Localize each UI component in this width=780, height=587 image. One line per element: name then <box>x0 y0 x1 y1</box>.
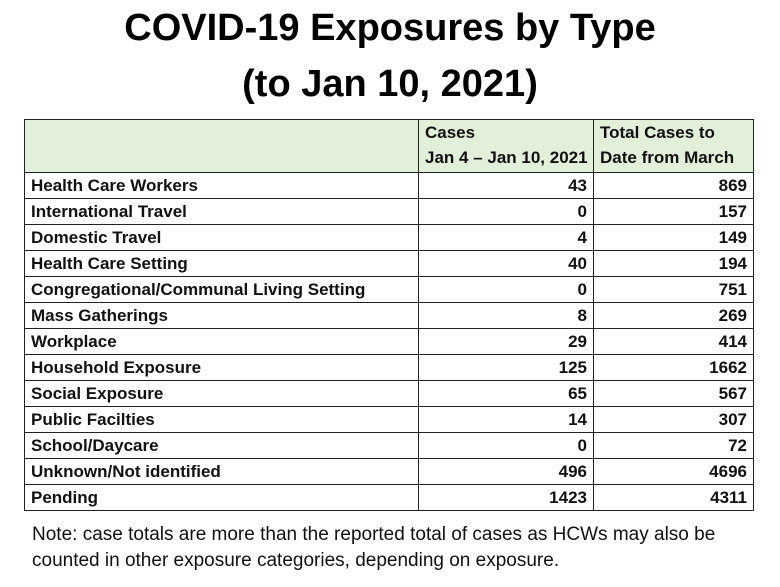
table-row <box>25 381 754 407</box>
total-cases-cell: 4696 <box>594 459 754 485</box>
weekly-cases-cell: 0 <box>419 199 594 225</box>
footnote: Note: case totals are more than the reported total of cases as HCWs may also be counted in other exposure categories, depending on exposure. <box>32 524 716 571</box>
exposure-type-cell: International Travel <box>25 199 419 225</box>
weekly-cases-cell: 65 <box>419 381 594 407</box>
table-row <box>25 303 754 329</box>
exposure-type-cell: School/Daycare <box>25 433 419 459</box>
table-header-row <box>25 120 754 173</box>
weekly-cases-cell: 4 <box>419 225 594 251</box>
total-cases-cell: 751 <box>594 277 754 303</box>
exposure-type-cell: Health Care Workers <box>25 173 419 199</box>
total-cases-cell: 4311 <box>594 485 754 511</box>
total-cases-cell: 157 <box>594 199 754 225</box>
weekly-cases-cell: 1423 <box>419 485 594 511</box>
exposure-type-cell: Domestic Travel <box>25 225 419 251</box>
weekly-cases-cell: 0 <box>419 277 594 303</box>
total-cases-cell: 269 <box>594 303 754 329</box>
page-title: COVID-19 Exposures by Type <box>124 7 656 49</box>
total-cases-cell: 567 <box>594 381 754 407</box>
table-row <box>25 277 754 303</box>
exposure-type-cell: Congregational/Communal Living Setting <box>25 277 419 303</box>
weekly-cases-cell: 125 <box>419 355 594 381</box>
table-row <box>25 407 754 433</box>
header-total-cases <box>594 120 754 173</box>
header-weekly-cases <box>419 120 594 173</box>
total-cases-cell: 414 <box>594 329 754 355</box>
exposure-type-cell: Household Exposure <box>25 355 419 381</box>
header-exposure-type <box>25 120 419 173</box>
page-subtitle: (to Jan 10, 2021) <box>242 63 538 105</box>
weekly-cases-cell: 14 <box>419 407 594 433</box>
table-row <box>25 199 754 225</box>
exposure-type-cell: Workplace <box>25 329 419 355</box>
total-cases-cell: 149 <box>594 225 754 251</box>
table-row <box>25 251 754 277</box>
weekly-cases-cell: 8 <box>419 303 594 329</box>
header-weekly-cases-line2: Jan 4 – Jan 10, 2021 <box>425 148 588 167</box>
weekly-cases-cell: 43 <box>419 173 594 199</box>
exposure-type-cell: Health Care Setting <box>25 251 419 277</box>
exposure-type-cell: Mass Gatherings <box>25 303 419 329</box>
table-row <box>25 485 754 511</box>
weekly-cases-cell: 29 <box>419 329 594 355</box>
exposure-type-cell: Public Facilties <box>25 407 419 433</box>
exposure-type-cell: Social Exposure <box>25 381 419 407</box>
header-weekly-cases-line1: Cases <box>425 123 476 142</box>
table-row <box>25 459 754 485</box>
exposures-table <box>24 119 754 511</box>
exposure-type-cell: Pending <box>25 485 419 511</box>
total-cases-cell: 72 <box>594 433 754 459</box>
table-row <box>25 225 754 251</box>
header-total-cases-line2: Date from March <box>600 148 735 167</box>
exposure-type-cell: Unknown/Not identified <box>25 459 419 485</box>
total-cases-cell: 869 <box>594 173 754 199</box>
weekly-cases-cell: 0 <box>419 433 594 459</box>
total-cases-cell: 194 <box>594 251 754 277</box>
total-cases-cell: 307 <box>594 407 754 433</box>
weekly-cases-cell: 40 <box>419 251 594 277</box>
header-total-cases-line1: Total Cases to <box>600 123 715 142</box>
table-row <box>25 355 754 381</box>
table-row <box>25 173 754 199</box>
total-cases-cell: 1662 <box>594 355 754 381</box>
weekly-cases-cell: 496 <box>419 459 594 485</box>
table-row <box>25 329 754 355</box>
table-row <box>25 433 754 459</box>
